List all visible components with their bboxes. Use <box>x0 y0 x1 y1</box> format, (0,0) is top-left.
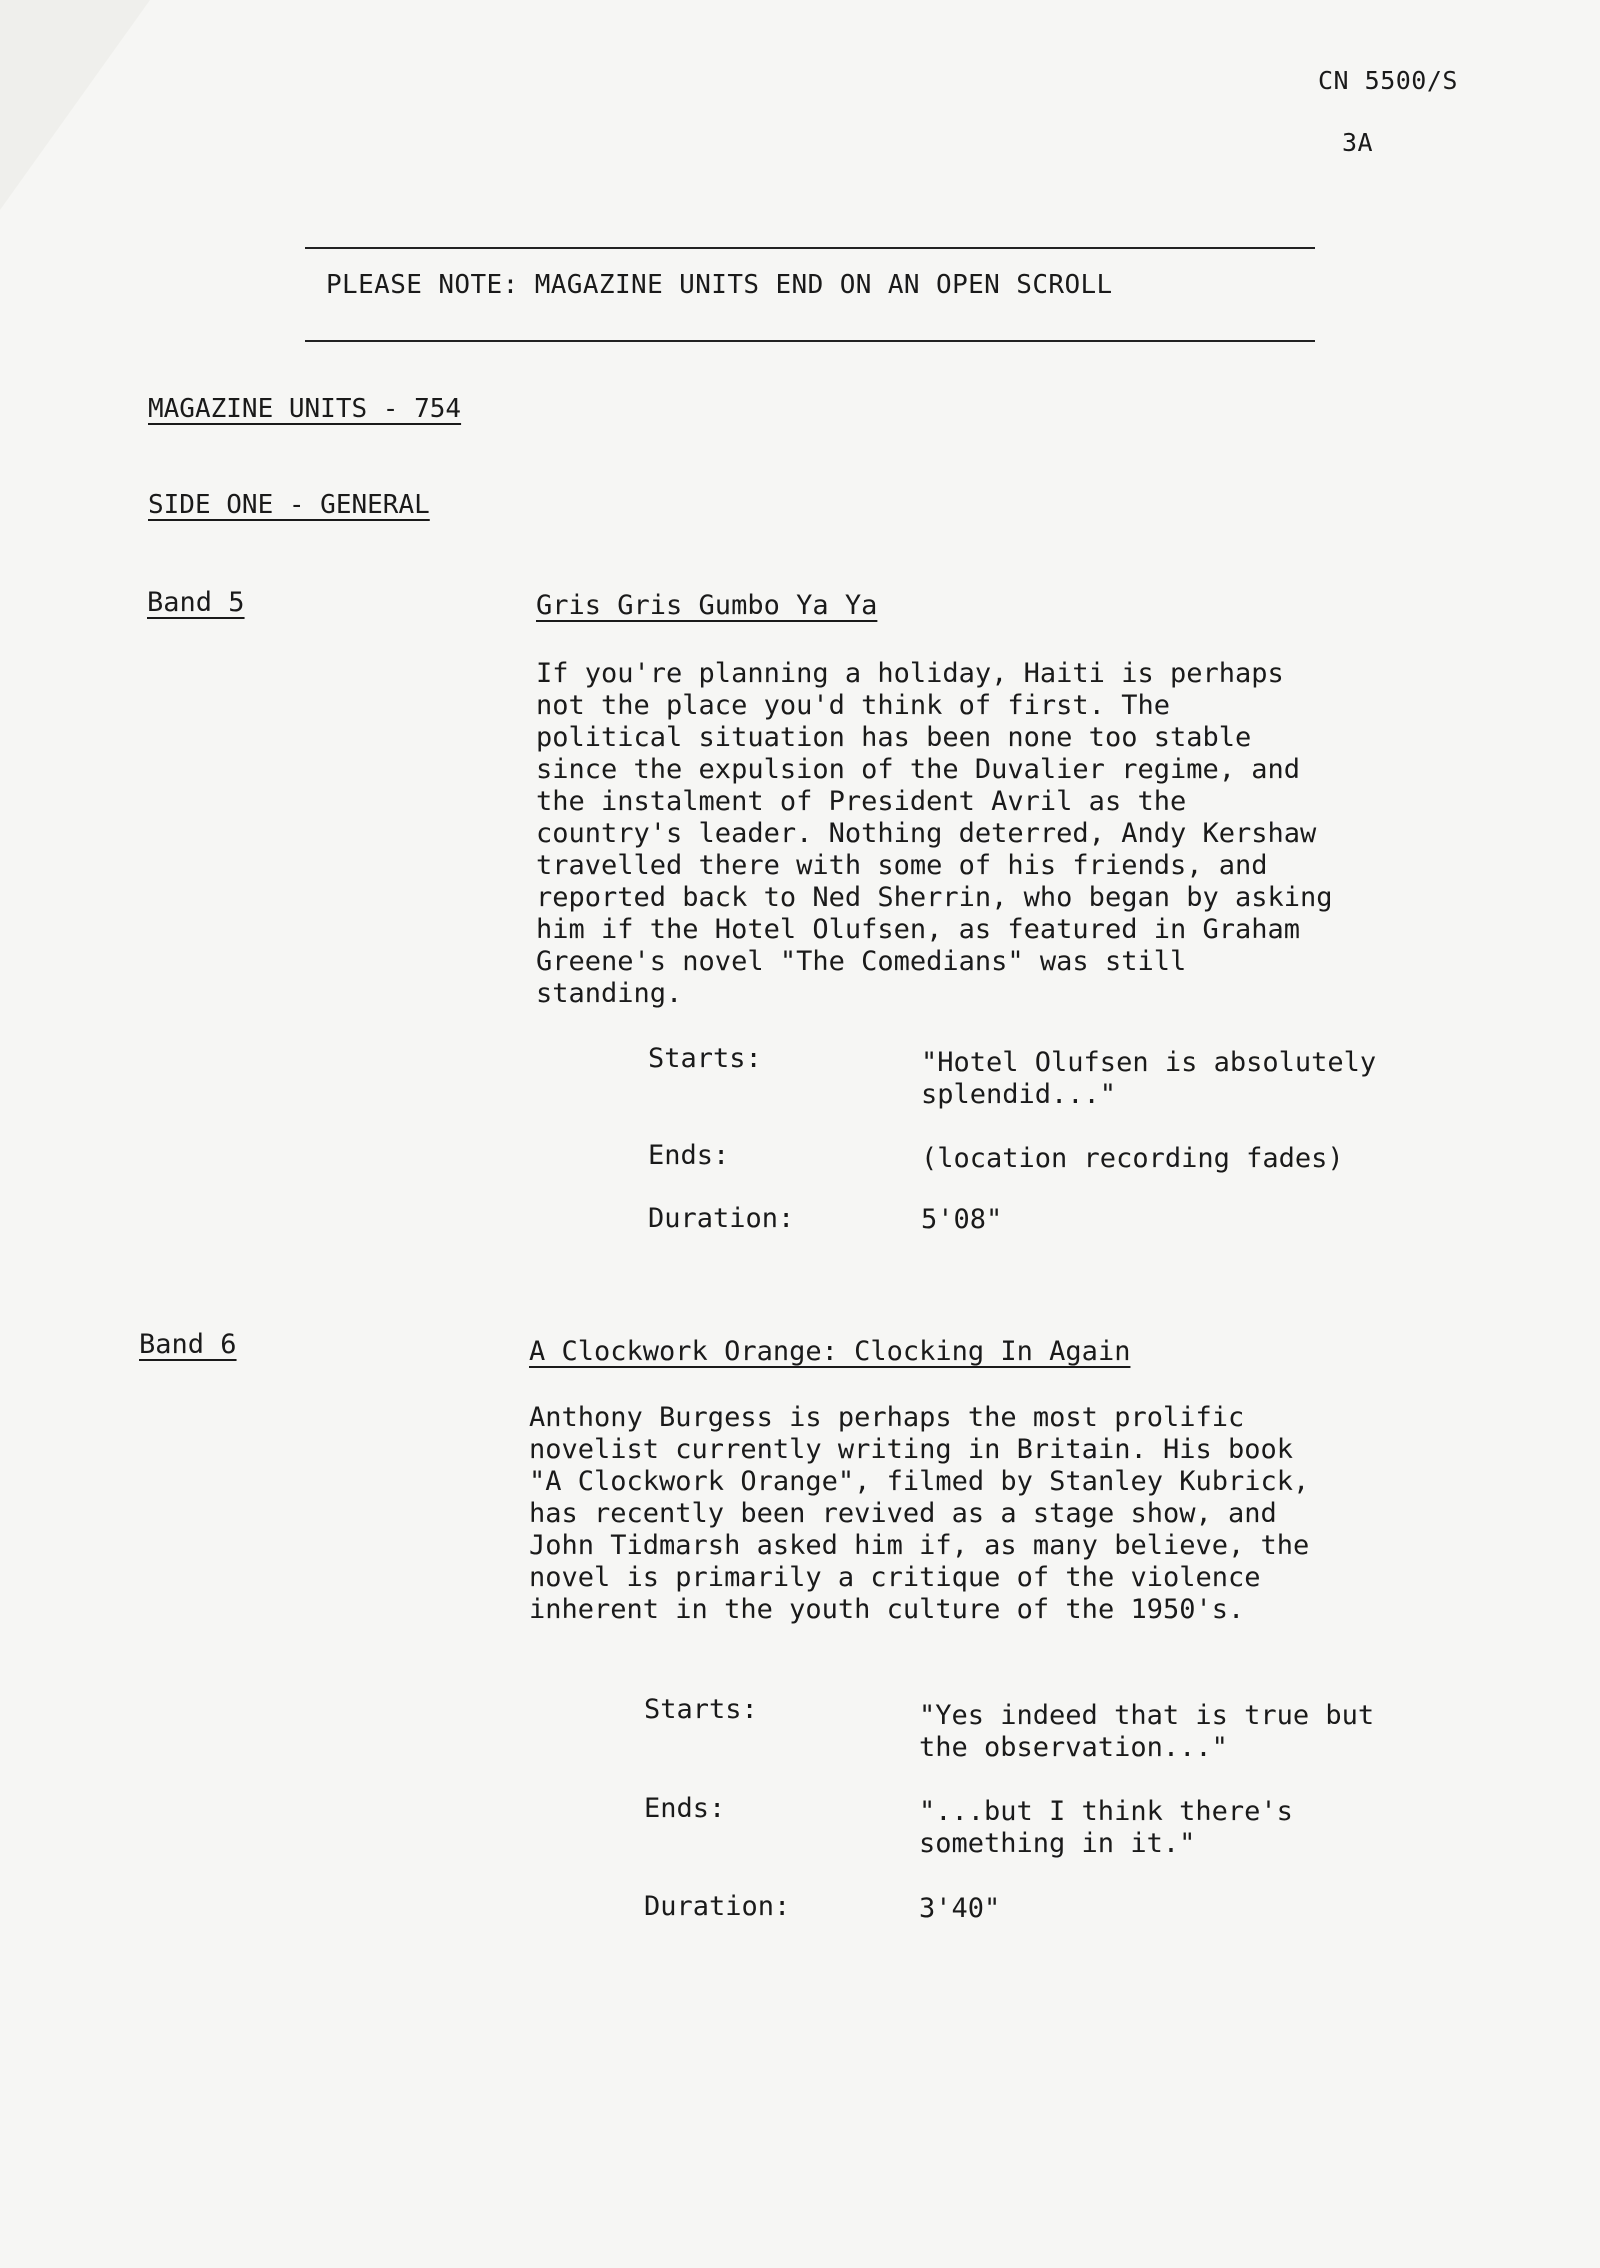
starts-value <box>919 1700 1374 1764</box>
ends-value <box>921 1143 1344 1175</box>
ends-line: something in it." <box>919 1828 1196 1859</box>
notice-text: PLEASE NOTE: MAGAZINE UNITS END ON AN OPEN SCROLL <box>326 270 1113 300</box>
description-line: If you're planning a holiday, Haiti is perhaps <box>536 658 1284 689</box>
description-line: Greene's novel "The Comedians" was still <box>536 946 1187 977</box>
description-line: novel is primarily a critique of the violence <box>529 1562 1261 1593</box>
ends-line: (location recording fades) <box>921 1143 1344 1174</box>
document-reference: CN 5500/S <box>1318 66 1458 95</box>
description-line: "A Clockwork Orange", filmed by Stanley Kubrick, <box>529 1466 1310 1497</box>
description-line: Anthony Burgess is perhaps the most prolific <box>529 1402 1245 1433</box>
starts-line: splendid..." <box>921 1079 1117 1110</box>
duration-value: 5'08" <box>921 1204 1003 1235</box>
description-line: country's leader. Nothing deterred, Andy Kershaw <box>536 818 1317 849</box>
description-line: John Tidmarsh asked him if, as many believe, the <box>529 1530 1310 1561</box>
band-label: Band 5 <box>147 587 245 618</box>
section-side: SIDE ONE - GENERAL <box>148 490 430 520</box>
page-corner-fold <box>0 0 150 210</box>
description-line: has recently been revived as a stage show, and <box>529 1498 1277 1529</box>
page-number: 3A <box>1342 128 1374 157</box>
description-line: him if the Hotel Olufsen, as featured in Graham <box>536 914 1301 945</box>
starts-line: "Hotel Olufsen is absolutely <box>921 1047 1377 1078</box>
band-description <box>529 1402 1600 1626</box>
ends-line: "...but I think there's <box>919 1796 1293 1827</box>
starts-label: Starts: <box>644 1694 758 1725</box>
band-title: A Clockwork Orange: Clocking In Again <box>529 1336 1131 1367</box>
section-title: MAGAZINE UNITS - 754 <box>148 394 462 424</box>
duration-label: Duration: <box>644 1891 791 1922</box>
description-line: travelled there with some of his friends, and <box>536 850 1268 881</box>
starts-label: Starts: <box>648 1043 762 1074</box>
description-line: novelist currently writing in Britain. His book <box>529 1434 1294 1465</box>
description-line: reported back to Ned Sherrin, who began by asking <box>536 882 1333 913</box>
starts-line: "Yes indeed that is true but <box>919 1700 1375 1731</box>
description-line: not the place you'd think of first. The <box>536 690 1170 721</box>
description-line: political situation has been none too stable <box>536 722 1252 753</box>
ends-label: Ends: <box>644 1793 726 1824</box>
description-line: inherent in the youth culture of the 1950's. <box>529 1594 1245 1625</box>
band-label: Band 6 <box>139 1329 237 1360</box>
description-line: since the expulsion of the Duvalier regime, and <box>536 754 1301 785</box>
description-line: the instalment of President Avril as the <box>536 786 1187 817</box>
notice-bottom-rule <box>305 340 1315 342</box>
duration-value: 3'40" <box>919 1893 1001 1924</box>
band-title: Gris Gris Gumbo Ya Ya <box>536 590 878 621</box>
duration-label: Duration: <box>648 1203 795 1234</box>
notice-top-rule <box>305 247 1315 249</box>
starts-line: the observation..." <box>919 1732 1228 1763</box>
starts-value <box>921 1047 1376 1111</box>
ends-value <box>919 1796 1293 1860</box>
band-description <box>536 658 1600 1010</box>
description-line: standing. <box>536 978 683 1009</box>
ends-label: Ends: <box>648 1140 730 1171</box>
